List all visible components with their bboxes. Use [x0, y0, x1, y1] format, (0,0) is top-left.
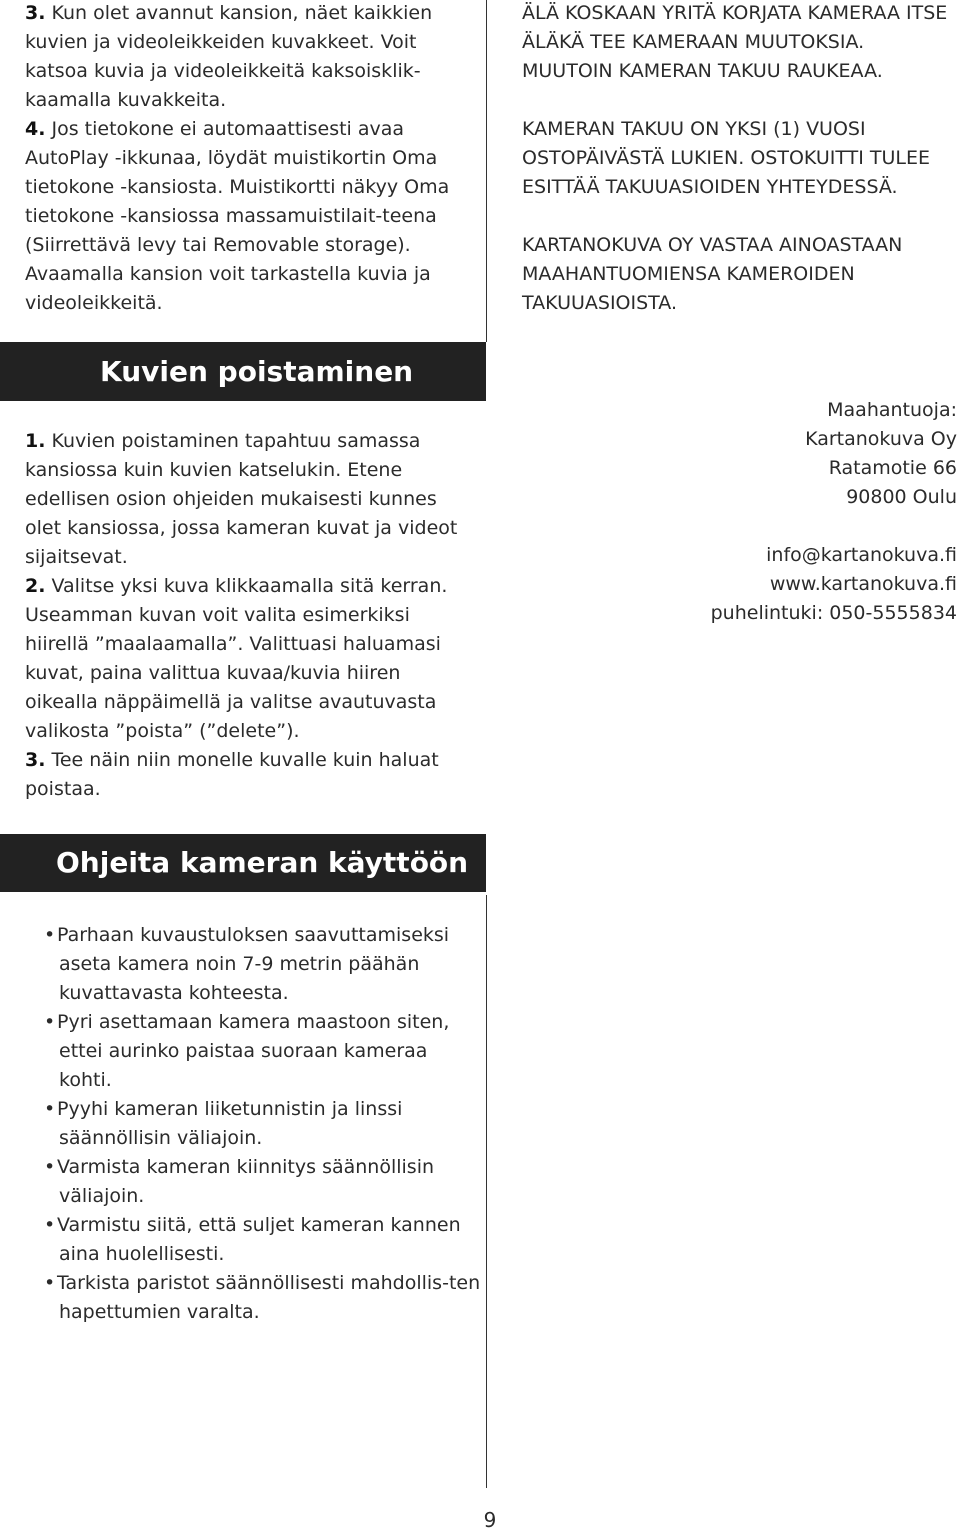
section-title: Ohjeita kameran käyttöön	[56, 846, 469, 879]
step-text: Kuvien poistaminen tapahtuu samassa kansiossa kuin kuvien katselukin. Etene edellisen osion ohjeiden mukaisesti kunnes olet kansiossa, jossa kameran kuvat ja videot sijaitsevat.	[25, 430, 458, 568]
column-divider-bottom	[486, 895, 487, 1488]
section-header-delete	[0, 342, 486, 401]
delete-step-2	[25, 572, 477, 746]
list-item-text: Tarkista paristot säännöllisesti mahdollis-ten hapettumien varalta.	[57, 1272, 481, 1323]
contact-label: Maahantuoja:	[827, 399, 957, 421]
page-number: 9	[483, 1508, 497, 1532]
step-text: Jos tietokone ei automaattisesti avaa AutoPlay -ikkunaa, löydät muistikortin Oma tietokone -kansiosta. Muistikortti näkyy Oma tietokone -kansiossa massamuistilait-teena (Siirrettävä levy tai Removable storage). Avaamalla kansion voit tarkastella kuvia ja videoleikkeitä.	[25, 118, 450, 314]
intro-step-3	[25, 0, 477, 115]
step-number: 3.	[25, 2, 46, 24]
delete-step-1	[25, 427, 477, 572]
contact-company: Kartanokuva Oy	[805, 428, 957, 450]
bullet-icon: •	[44, 1011, 56, 1033]
list-item-text: Parhaan kuvaustuloksen saavuttamiseksi aseta kamera noin 7-9 metrin päähän kuvattavasta kohteesta.	[57, 924, 450, 1004]
warranty-period: KAMERAN TAKUU ON YKSI (1) VUOSI OSTOPÄIVÄSTÄ LUKIEN. OSTOKUITTI TULEE ESITTÄÄ TAKUUASIOIDEN YHTEYDESSÄ.	[522, 118, 930, 198]
list-item	[23, 1153, 483, 1211]
usage-tips	[23, 921, 483, 1327]
warranty-warning: ÄLÄ KOSKAAN YRITÄ KORJATA KAMERAA ITSE ÄLÄKÄ TEE KAMERAAN MUUTOKSIA. MUUTOIN KAMERAN TAKUU RAUKEAA.	[522, 2, 948, 82]
delete-steps	[25, 427, 477, 804]
list-item-text: Varmista kameran kiinnitys säännöllisin väliajoin.	[57, 1156, 435, 1207]
section-header-usage	[0, 834, 486, 892]
list-item	[23, 1269, 483, 1327]
bullet-icon: •	[44, 924, 56, 946]
intro-steps	[25, 0, 477, 318]
contact-street: Ratamotie 66	[828, 457, 957, 479]
list-item	[23, 1211, 483, 1269]
usage-tips-list	[23, 921, 483, 1327]
section-title: Kuvien poistaminen	[100, 355, 414, 388]
contact-phone: puhelintuki: 050-5555834	[710, 602, 957, 624]
intro-step-4	[25, 115, 477, 318]
bullet-icon: •	[44, 1156, 56, 1178]
warranty-importer-note: KARTANOKUVA OY VASTAA AINOASTAAN MAAHANTUOMIENSA KAMEROIDEN TAKUUASIOISTA.	[522, 234, 903, 314]
step-number: 3.	[25, 749, 46, 771]
step-number: 2.	[25, 575, 46, 597]
bullet-icon: •	[44, 1214, 56, 1236]
contact-web[interactable]: www.kartanokuva.fi	[769, 573, 957, 595]
list-item	[23, 921, 483, 1008]
warranty-info	[522, 0, 952, 318]
bullet-icon: •	[44, 1272, 56, 1294]
delete-step-3	[25, 746, 477, 804]
step-text: Tee näin niin monelle kuvalle kuin haluat poistaa.	[25, 749, 439, 800]
step-number: 1.	[25, 430, 46, 452]
contact-city: 90800 Oulu	[846, 486, 957, 508]
bullet-icon: •	[44, 1098, 56, 1120]
list-item-text: Pyyhi kameran liiketunnistin ja linssi säännöllisin väliajoin.	[57, 1098, 403, 1149]
importer-contact	[500, 396, 957, 628]
column-divider-top	[486, 0, 487, 342]
list-item-text: Varmistu siitä, että suljet kameran kannen aina huolellisesti.	[57, 1214, 461, 1265]
list-item	[23, 1095, 483, 1153]
step-text: Valitse yksi kuva klikkaamalla sitä kerran. Useamman kuvan voit valita esimerkiksi hiirellä ”maalaamalla”. Valittuasi haluamasi kuvat, paina valittua kuvaa/kuvia hiiren oikealla näppäimellä ja valitse avautuvasta valikosta ”poista” (”delete”).	[25, 575, 448, 742]
contact-email[interactable]: info@kartanokuva.fi	[766, 544, 957, 566]
step-text: Kun olet avannut kansion, näet kaikkien kuvien ja videoleikkeiden kuvakkeet. Voit katsoa kuvia ja videoleikkeitä kaksoisklik-kaamalla kuvakkeita.	[25, 2, 433, 111]
list-item	[23, 1008, 483, 1095]
list-item-text: Pyri asettamaan kamera maastoon siten, ettei aurinko paistaa suoraan kameraa kohti.	[57, 1011, 450, 1091]
step-number: 4.	[25, 118, 46, 140]
